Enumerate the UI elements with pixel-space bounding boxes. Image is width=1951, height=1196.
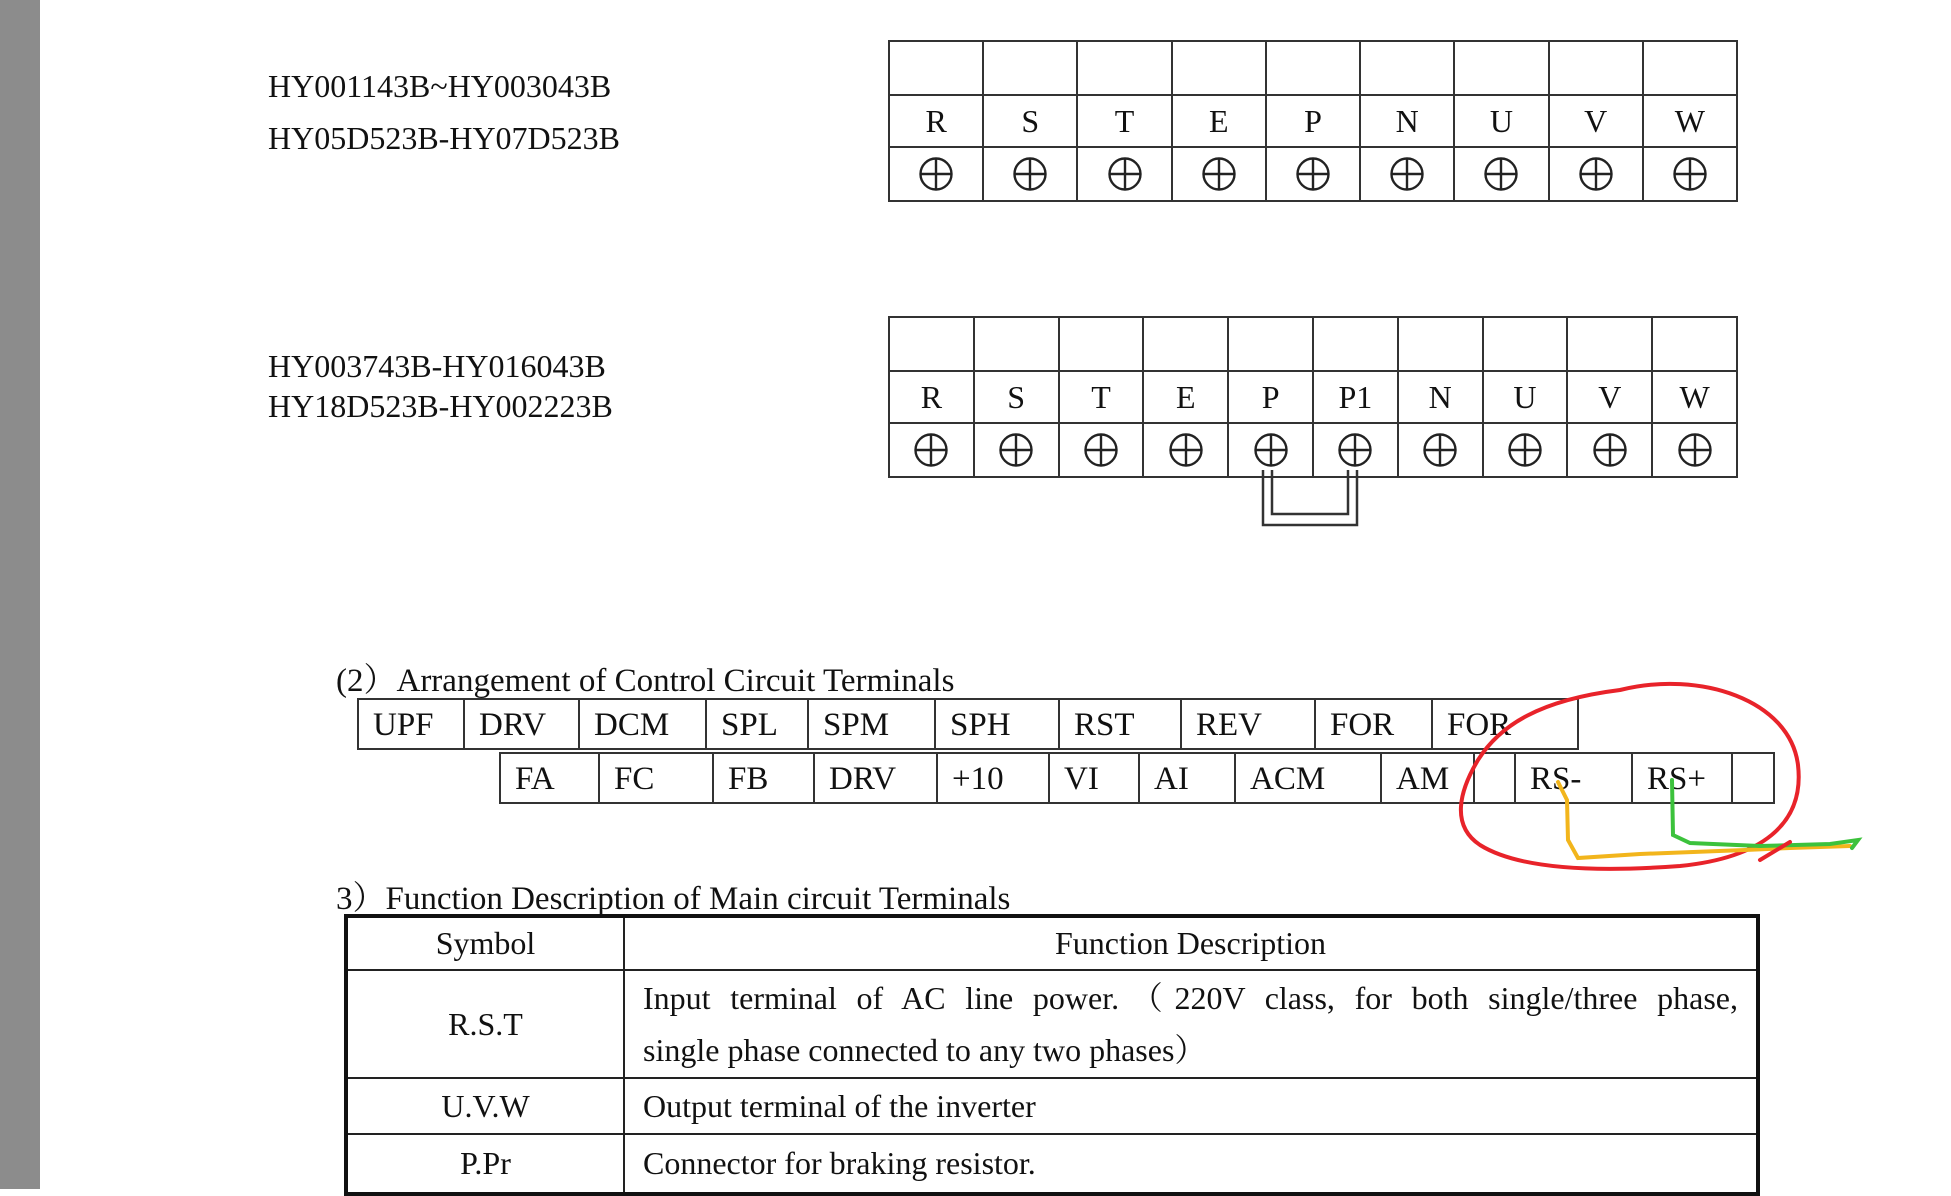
control-terminal-drv: DRV	[465, 700, 580, 748]
screw-terminal-icon	[1313, 423, 1398, 477]
terminal-blank-cell	[1398, 317, 1483, 371]
function-description-table	[344, 914, 1760, 1196]
terminal-label-r: R	[889, 95, 983, 147]
description-line: Input terminal of AC line power.（220V class, for both single/three phase,	[643, 980, 1738, 1016]
screw-terminal-icon	[889, 423, 974, 477]
terminal-label-u: U	[1454, 95, 1548, 147]
terminal-blank-cell	[983, 41, 1077, 95]
terminal-blank-cell	[1313, 317, 1398, 371]
control-terminal-upf: UPF	[359, 700, 465, 748]
table-header-row	[346, 916, 1758, 970]
terminal-blank-cell	[1567, 317, 1652, 371]
control-terminal-spl: SPL	[707, 700, 809, 748]
control-terminal-fc: FC	[600, 754, 714, 802]
model-range-2b: HY18D523B-HY002223B	[268, 388, 613, 424]
control-terminal-rev: REV	[1182, 700, 1316, 748]
terminal-label-e: E	[1143, 371, 1228, 423]
terminal-blank-cell	[1454, 41, 1548, 95]
control-terminal--10: +10	[938, 754, 1050, 802]
terminal-blank-cell	[1266, 41, 1360, 95]
terminal-blank-cell	[1643, 41, 1737, 95]
screw-terminal-icon	[889, 147, 983, 201]
table-row	[346, 970, 1758, 1078]
terminal-label-s: S	[983, 95, 1077, 147]
terminal-label-w: W	[1643, 95, 1737, 147]
control-terminal-empty	[1733, 754, 1775, 802]
control-terminal-empty	[1475, 754, 1516, 802]
control-terminal-ai: AI	[1140, 754, 1236, 802]
table-row	[346, 1134, 1758, 1194]
control-terminal-rst: RST	[1060, 700, 1182, 748]
model-range-2a: HY003743B-HY016043B	[268, 348, 606, 384]
terminal-blank-cell	[1360, 41, 1454, 95]
main-terminal-strip-2	[888, 316, 1738, 478]
terminal-blank-cell	[1077, 41, 1171, 95]
control-terminal-fa: FA	[501, 754, 600, 802]
main-terminal-strip-1	[888, 40, 1738, 202]
screw-terminal-icon	[1643, 147, 1737, 201]
terminal-label-p: P	[1228, 371, 1313, 423]
terminal-label-u: U	[1483, 371, 1568, 423]
terminal-label-n: N	[1360, 95, 1454, 147]
symbol-cell: P.Pr	[346, 1134, 624, 1194]
terminal-blank-cell	[974, 317, 1059, 371]
page-gutter	[0, 0, 40, 1189]
screw-terminal-icon	[1228, 423, 1313, 477]
table-row	[346, 1078, 1758, 1134]
terminal-label-t: T	[1059, 371, 1144, 423]
terminal-blank-cell	[1483, 317, 1568, 371]
control-terminal-for: FOR	[1316, 700, 1433, 748]
symbol-cell: U.V.W	[346, 1078, 624, 1134]
description-cell: Connector for braking resistor.	[624, 1134, 1758, 1194]
control-terminal-drv: DRV	[815, 754, 938, 802]
screw-terminal-icon	[1483, 423, 1568, 477]
screw-terminal-icon	[1059, 423, 1144, 477]
terminal-blank-cell	[889, 41, 983, 95]
description-cell	[624, 970, 1758, 1078]
screw-terminal-icon	[1652, 423, 1737, 477]
control-terminal-sph: SPH	[936, 700, 1060, 748]
screw-terminal-icon	[1077, 147, 1171, 201]
screw-terminal-icon	[1549, 147, 1643, 201]
symbol-header: Symbol	[346, 916, 624, 970]
terminal-blank-cell	[1172, 41, 1266, 95]
red-wire-annotation	[1760, 842, 1790, 860]
description-header: Function Description	[624, 916, 1758, 970]
control-terminal-fb: FB	[714, 754, 815, 802]
model-range-1a: HY001143B~HY003043B	[268, 68, 612, 104]
terminal-label-n: N	[1398, 371, 1483, 423]
symbol-cell: R.S.T	[346, 970, 624, 1078]
terminal-label-e: E	[1172, 95, 1266, 147]
screw-terminal-icon	[1398, 423, 1483, 477]
function-description-heading: 3）Function Description of Main circuit Terminals	[336, 881, 1011, 917]
control-terminals-heading: (2）Arrangement of Control Circuit Terminals	[336, 663, 955, 699]
terminal-label-w: W	[1652, 371, 1737, 423]
control-terminal-spm: SPM	[809, 700, 936, 748]
description-cell: Output terminal of the inverter	[624, 1078, 1758, 1134]
terminal-label-s: S	[974, 371, 1059, 423]
screw-terminal-icon	[974, 423, 1059, 477]
control-terminal-for: FOR	[1433, 700, 1579, 748]
control-terminal-acm: ACM	[1236, 754, 1382, 802]
terminal-blank-cell	[889, 317, 974, 371]
terminal-blank-cell	[1652, 317, 1737, 371]
control-terminal-rs: RS+	[1633, 754, 1733, 802]
terminal-label-v: V	[1567, 371, 1652, 423]
terminal-blank-cell	[1228, 317, 1313, 371]
control-terminal-vi: VI	[1050, 754, 1140, 802]
screw-terminal-icon	[983, 147, 1077, 201]
terminal-blank-cell	[1143, 317, 1228, 371]
screw-terminal-icon	[1143, 423, 1228, 477]
terminal-label-v: V	[1549, 95, 1643, 147]
screw-terminal-icon	[1454, 147, 1548, 201]
screw-terminal-icon	[1360, 147, 1454, 201]
terminal-label-p1: P1	[1313, 371, 1398, 423]
control-terminal-row-top	[357, 698, 1579, 750]
terminal-label-p: P	[1266, 95, 1360, 147]
control-terminal-dcm: DCM	[580, 700, 707, 748]
control-terminal-row-bottom	[499, 752, 1775, 804]
screw-terminal-icon	[1567, 423, 1652, 477]
terminal-blank-cell	[1059, 317, 1144, 371]
terminal-label-t: T	[1077, 95, 1171, 147]
model-range-1b: HY05D523B-HY07D523B	[268, 120, 620, 156]
terminal-label-r: R	[889, 371, 974, 423]
control-terminal-am: AM	[1382, 754, 1475, 802]
description-line: single phase connected to any two phases）	[643, 1032, 1207, 1068]
terminal-blank-cell	[1549, 41, 1643, 95]
control-terminal-rs: RS-	[1516, 754, 1633, 802]
screw-terminal-icon	[1266, 147, 1360, 201]
screw-terminal-icon	[1172, 147, 1266, 201]
